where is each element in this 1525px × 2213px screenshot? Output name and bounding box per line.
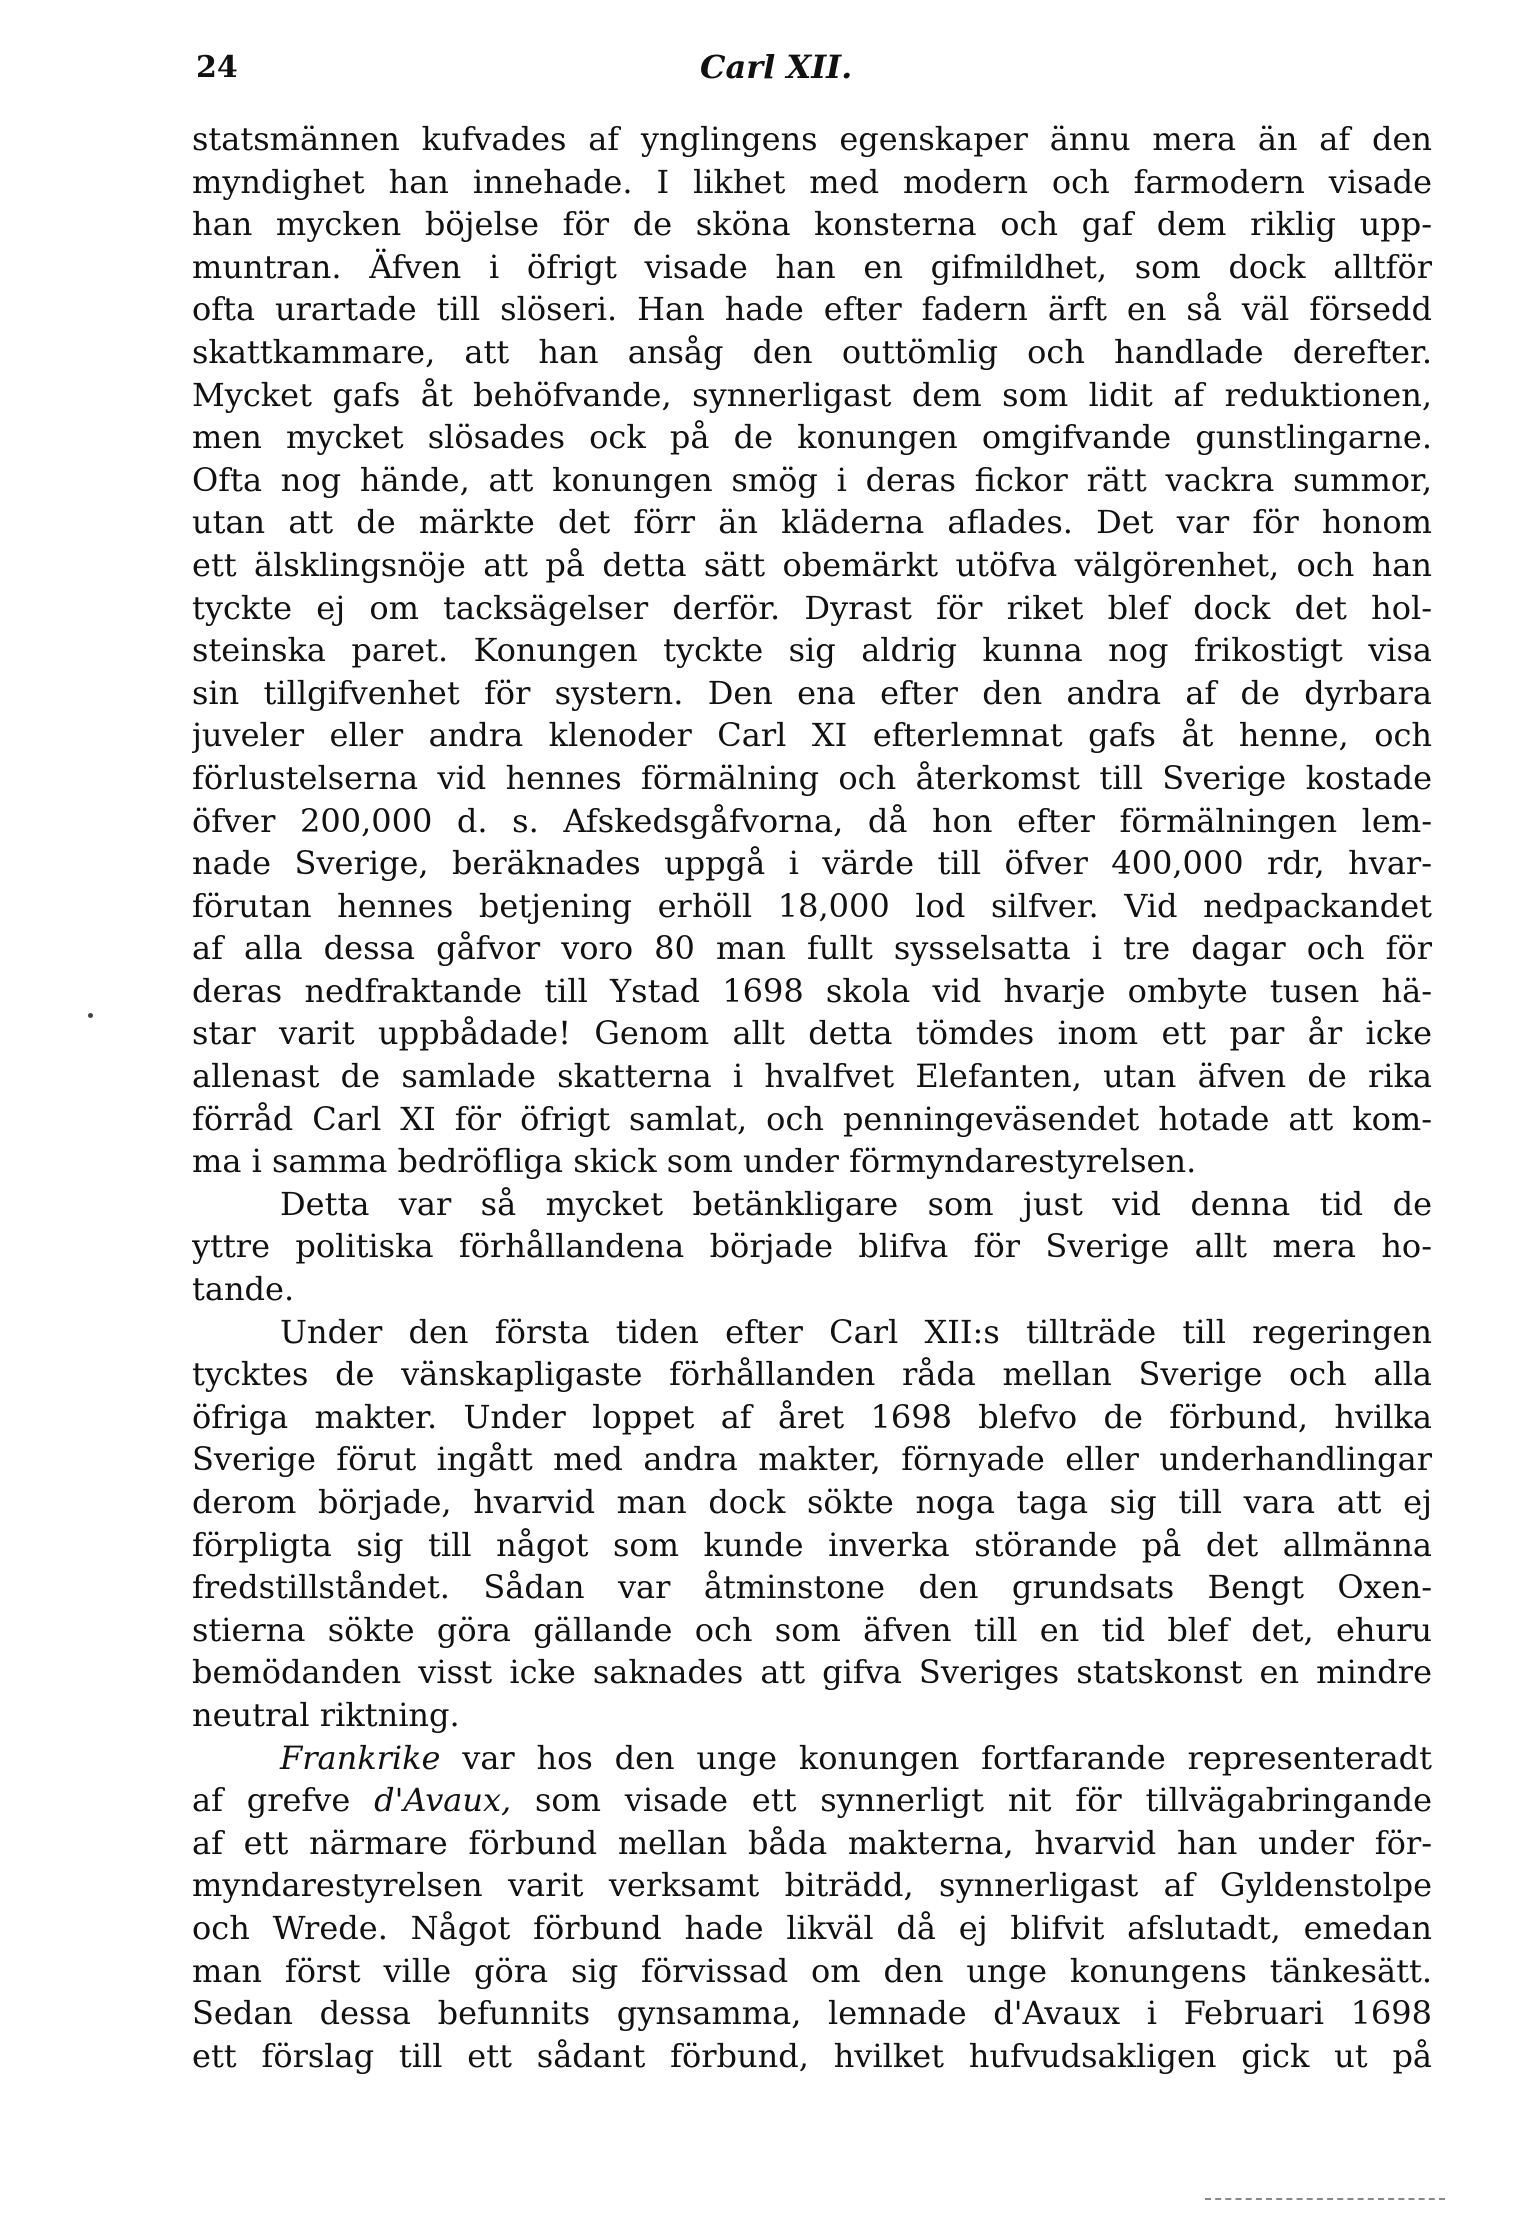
text-line: af grefve d'Avaux, som visade ett synnerligt nit för tillvägabringande [192, 1781, 1432, 1820]
text-line: och Wrede. Något förbund hade likväl då ej blifvit afslutadt, emedan [192, 1908, 1432, 1947]
text-line: tande. [192, 1270, 295, 1309]
text-line: Mycket gafs åt behöfvande, synnerligast dem som lidit af reduktionen, [192, 375, 1432, 414]
text-line: derom började, hvarvid man dock sökte noga taga sig till vara att ej [192, 1483, 1432, 1521]
text-line: neutral riktning. [192, 1695, 460, 1734]
body-text [192, 118, 1432, 2077]
text-line: öfriga makter. Under loppet af året 1698 blefvo de förbund, hvilka [192, 1397, 1432, 1436]
text-line: öfver 200,000 d. s. Afskedsgåfvorna, då hon efter förmälningen lem- [192, 801, 1432, 840]
text-line: tyckte ej om tacksägelser derför. Dyrast för riket blef dock det hol- [192, 588, 1432, 627]
text-line: ett älsklingsnöje att på detta sätt obemärkt utöfva välgörenhet, och han [192, 545, 1432, 584]
text-line: men mycket slösades ock på de konungen omgifvande gunstlingarne. [192, 418, 1432, 457]
text-line: fredstillståndet. Sådan var åtminstone den grundsats Bengt Oxen- [192, 1568, 1432, 1607]
text-line: yttre politiska förhållandena började blifva för Sverige allt mera ho- [192, 1227, 1432, 1266]
text-line: steinska paret. Konungen tyckte sig aldrig kunna nog frikostigt visa [192, 631, 1432, 670]
text-line: juveler eller andra klenoder Carl XI efterlemnat gafs åt henne, och [192, 716, 1432, 755]
text-line: Under den första tiden efter Carl XII:s tillträde till regeringen [280, 1312, 1432, 1351]
text-line: Frankrike var hos den unge konungen fortfarande representeradt [280, 1738, 1432, 1777]
text-line: skattkammare, att han ansåg den outtömlig och handlade derefter. [192, 332, 1432, 371]
text-line: förlustelserna vid hennes förmälning och återkomst till Sverige kostade [192, 758, 1432, 797]
emphasis-davaux: d'Avaux, [374, 1781, 512, 1820]
text-line: man först ville göra sig förvissad om den unge konungens tänkesätt. [192, 1951, 1432, 1990]
text-line: af alla dessa gåfvor voro 80 man fullt sysselsatta i tre dagar och för [192, 929, 1432, 968]
text-line: statsmännen kufvades af ynglingens egenskaper ännu mera än af den [192, 120, 1432, 158]
text-line: muntran. Äfven i öfrigt visade han en gifmildhet, som dock alltför [192, 247, 1432, 286]
text-line: stierna sökte göra gällande och som äfven till en tid blef det, ehuru [192, 1610, 1432, 1649]
text-line: myndarestyrelsen varit verksamt biträdd, synnerligast af Gyldenstolpe [192, 1866, 1432, 1905]
margin-mark [88, 1013, 93, 1018]
text-line: Ofta nog hände, att konungen smög i deras fickor rätt vackra summor, [192, 460, 1432, 499]
text-line: Sedan dessa befunnits gynsamma, lemnade d'Avaux i Februari 1698 [192, 1994, 1432, 2033]
text-line: allenast de samlade skatterna i hvalfvet Elefanten, utan äfven de rika [192, 1057, 1432, 1096]
page-number: 24 [196, 50, 238, 85]
text-line: förråd Carl XI för öfrigt samlat, och penningeväsendet hotade att kom- [192, 1099, 1432, 1138]
paragraph-2 [192, 1183, 1432, 1311]
text-line: ma i samma bedröfliga skick som under förmyndarestyrelsen. [192, 1142, 1197, 1181]
text-line: Sverige förut ingått med andra makter, förnyade eller underhandlingar [192, 1440, 1432, 1479]
text-line: förutan hennes betjening erhöll 18,000 lod silfver. Vid nedpackandet [192, 886, 1432, 925]
text-line: nade Sverige, beräknades uppgå i värde till öfver 400,000 rdr, hvar- [192, 844, 1432, 883]
text-line: tycktes de vänskapligaste förhållanden råda mellan Sverige och alla [192, 1355, 1432, 1394]
text-line: ofta urartade till slöseri. Han hade efter fadern ärft en så väl försedd [192, 290, 1432, 329]
text-line: myndighet han innehade. I likhet med modern och farmodern visade [192, 162, 1432, 201]
emphasis-frankrike: Frankrike [280, 1738, 441, 1777]
paragraph-1 [192, 118, 1432, 1183]
text-line: Detta var så mycket betänkligare som just vid denna tid de [280, 1184, 1432, 1223]
running-head: Carl XII. [700, 48, 853, 86]
text-line: utan att de märkte det förr än kläderna aflades. Det var för honom [192, 503, 1432, 542]
footer-rule [1205, 2198, 1445, 2200]
paragraph-3 [192, 1311, 1432, 1737]
text-line: han mycken böjelse för de sköna konsterna och gaf dem riklig upp- [192, 205, 1432, 244]
text-line: deras nedfraktande till Ystad 1698 skola vid hvarje ombyte tusen hä- [192, 971, 1432, 1010]
text-line: förpligta sig till något som kunde inverka störande på det allmänna [192, 1525, 1432, 1564]
text-line: ett förslag till ett sådant förbund, hvilket hufvudsakligen gick ut på [192, 2036, 1432, 2075]
text-line: bemödanden visst icke saknades att gifva Sveriges statskonst en mindre [192, 1653, 1432, 1692]
text-line: af ett närmare förbund mellan båda makterna, hvarvid han under för- [192, 1823, 1432, 1862]
text-line: star varit uppbådade! Genom allt detta tömdes inom ett par år icke [192, 1014, 1432, 1053]
paragraph-4 [192, 1737, 1432, 2078]
text-line: sin tillgifvenhet för systern. Den ena efter den andra af de dyrbara [192, 673, 1432, 712]
